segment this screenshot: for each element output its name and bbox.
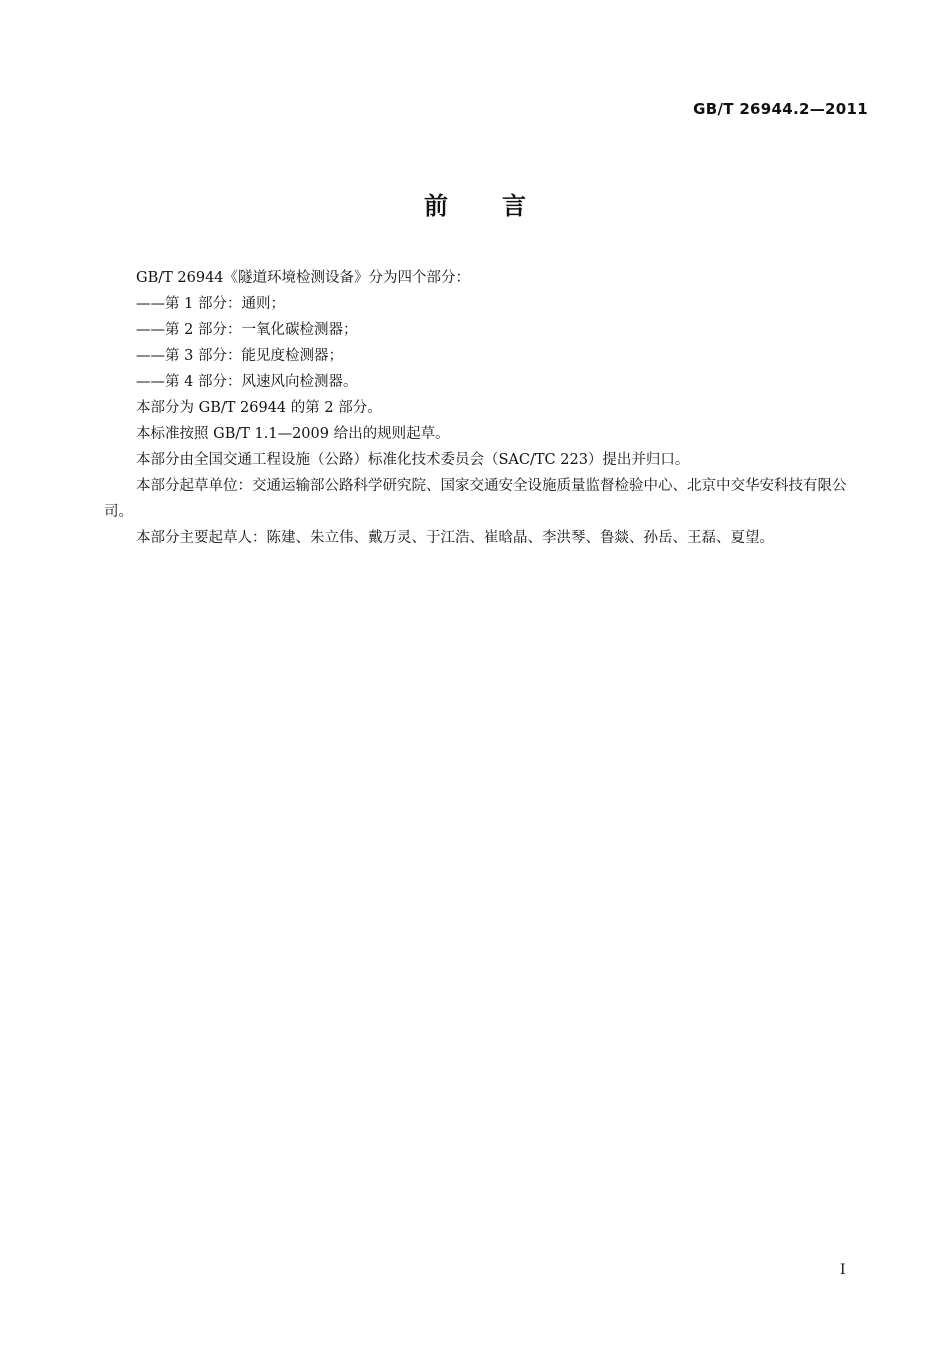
- paragraph-drafters: 本部分主要起草人：陈建、朱立伟、戴万灵、于江浩、崔晗晶、李洪琴、鲁燚、孙岳、王磊、夏望。: [136, 530, 774, 546]
- paragraph-this-part: 本部分为 GB/T 26944 的第 2 部分。: [136, 400, 382, 416]
- paragraph-part-4: ——第 4 部分：风速风向检测器。: [136, 374, 358, 390]
- paragraph-parts-intro: GB/T 26944《隧道环境检测设备》分为四个部分：: [136, 270, 471, 286]
- paragraph-part-2: ——第 2 部分：一氧化碳检测器；: [136, 322, 358, 338]
- paragraph-part-3: ——第 3 部分：能见度检测器；: [136, 348, 343, 364]
- paragraph-drafting-rules: 本标准按照 GB/T 1.1—2009 给出的规则起草。: [136, 426, 450, 442]
- foreword-body: [104, 265, 872, 551]
- paragraph-part-1: ——第 1 部分：通则；: [136, 296, 285, 312]
- page-number: I: [840, 1262, 846, 1278]
- paragraph-proposed-by: 本部分由全国交通工程设施（公路）标准化技术委员会（SAC/TC 223）提出并归口。: [136, 452, 690, 468]
- document-code: GB/T 26944.2—2011: [693, 100, 868, 118]
- paragraph-drafting-units: 本部分起草单位：交通运输部公路科学研究院、国家交通安全设施质量监督检验中心、北京中交华安科技有限公司。: [104, 478, 847, 520]
- foreword-title: 前言: [424, 192, 580, 220]
